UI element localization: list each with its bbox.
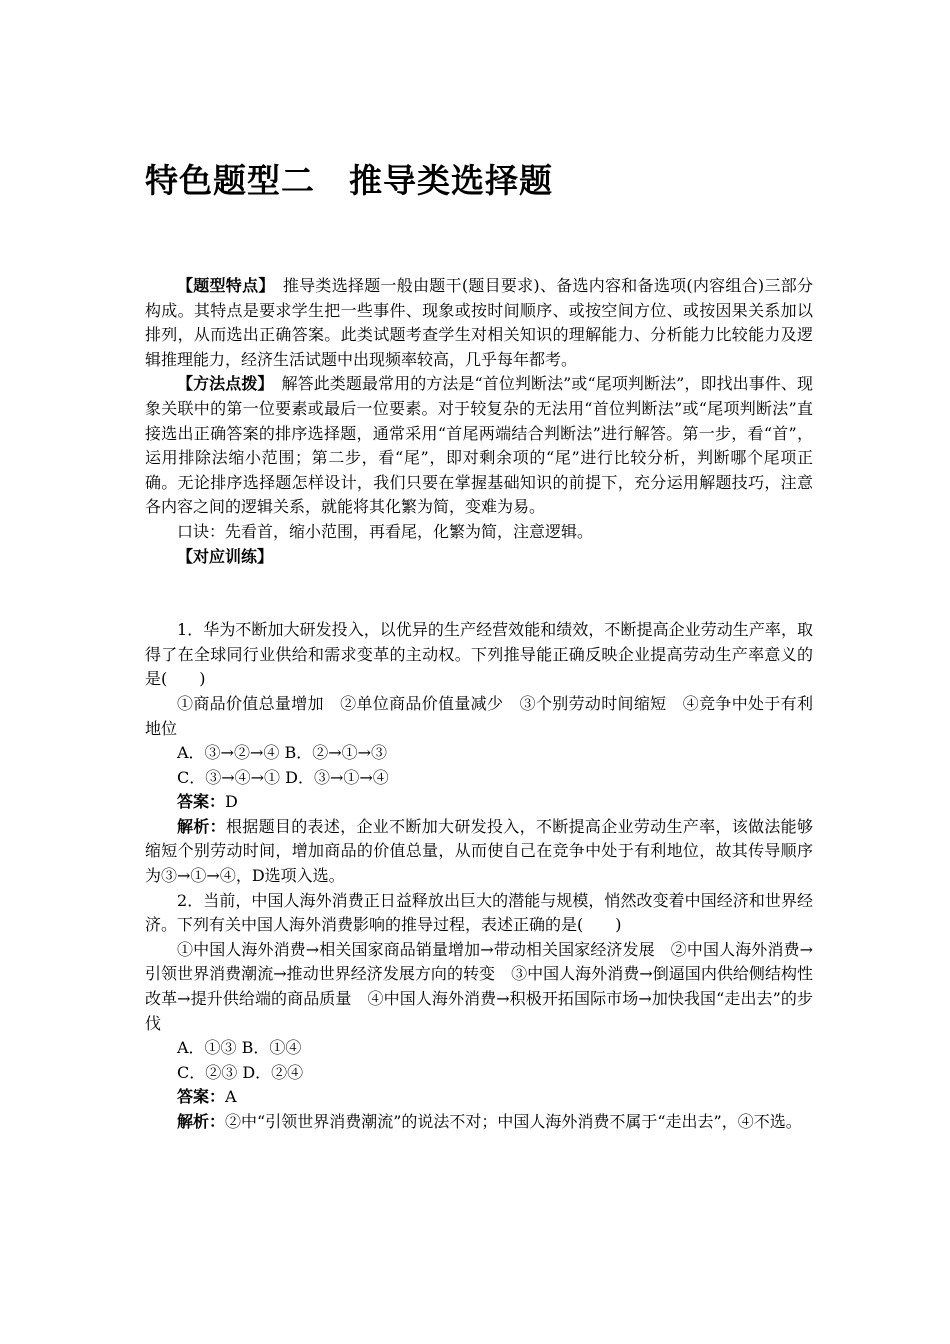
training-heading: 【对应训练】	[177, 546, 274, 566]
method-text: 解答此类题最常用的方法是“首位判断法”或“尾项判断法”，即找出事件、现象关联中的第一位要素或最后一位要素。对于较复杂的无法用“首位判断法”或“尾项判断法”直接选出正确答案的排序选择题，通常采用“首尾两端结合判断法”进行解答。第一步，看“首”，运用排除法缩小范围；第二步，看“尾”，即对剩余项的“尾”进行比较分析，判断哪个尾项正确。无论排序选择题怎样设计，我们只要在掌握基础知识的前提下，充分运用解题技巧，注意各内容之间的逻辑关系，就能将其化繁为简，变难为易。	[145, 374, 813, 517]
q1-analysis	[145, 815, 813, 889]
q2-items: ①中国人海外消费→相关国家商品销量增加→带动相关国家经济发展 ②中国人海外消费→引领世界消费潮流→推动世界经济发展方向的转变 ③中国人海外消费→倒逼国内供给侧结构性改革→提升供给端的商品质量 ④中国人海外消费→积极开拓国际市场→加快我国“走出去”的步伐	[145, 939, 813, 1033]
q1-options-row-1: A．③→②→④ B．②→①→③	[177, 743, 388, 763]
q2-options-row-1: A．①③ B．①④	[177, 1038, 302, 1058]
q2-answer-value: A	[225, 1087, 237, 1107]
q2-analysis-text: ②中“引领世界消费潮流”的说法不对；中国人海外消费不属于“走出去”，④不选。	[225, 1112, 802, 1131]
q2-analysis-label: 解析：	[177, 1112, 226, 1131]
method-label: 【方法点拨】	[177, 374, 266, 394]
feature-paragraph	[145, 274, 813, 372]
mnemonic-paragraph: 口诀：先看首，缩小范围，再看尾，化繁为简，注意逻辑。	[177, 521, 594, 541]
q2-analysis	[145, 1110, 813, 1135]
q2-options-row-2: C．②③ D．②④	[177, 1062, 304, 1082]
feature-label: 【题型特点】	[177, 276, 267, 295]
page-title: 特色题型二 推导类选择题	[145, 161, 553, 200]
feature-text: 推导类选择题一般由题干(题目要求)、备选内容和备选项(内容组合)三部分构成。其特点是要求学生把一些事件、现象或按时间顺序、或按空间方位、或按因果关系加以排列，从而选出正确答案。此类试题考查学生对相关知识的理解能力、分析能力比较能力及逻辑推理能力，经济生活试题中出现频率较高，几乎每年都考。	[145, 276, 813, 369]
q1-analysis-label: 解析：	[177, 816, 226, 836]
q1-items: ①商品价值总量增加 ②单位商品价值量减少 ③个别劳动时间缩短 ④竞争中处于有利地位	[145, 693, 813, 738]
q2-stem: 2．当前，中国人海外消费正日益释放出巨大的潜能与规模，悄然改变着中国经济和世界经济。下列有关中国人海外消费影响的推导过程，表述正确的是( )	[145, 890, 813, 935]
document-body	[145, 274, 813, 1135]
q1-options-row-2: C．③→④→① D．③→①→④	[177, 767, 389, 787]
q1-answer-value: D	[225, 792, 238, 812]
q1-analysis-text: 根据题目的表述，企业不断加大研发投入，不断提高企业劳动生产率，该做法能够缩短个别劳动时间，增加商品的价值总量，从而使自己在竞争中处于有利地位，故其传导顺序为③→①→④，D选项入选。	[145, 816, 813, 886]
q1-stem: 1．华为不断加大研发投入，以优异的生产经营效能和绩效，不断提高企业劳动生产率，取得了在全球同行业供给和需求变革的主动权。下列推导能正确反映企业提高劳动生产率意义的是( )	[145, 620, 813, 689]
q1-answer	[145, 790, 813, 815]
q1-answer-label: 答案：	[177, 792, 226, 812]
q2-answer-label: 答案：	[177, 1087, 226, 1107]
spacer	[145, 569, 813, 618]
method-paragraph	[145, 372, 813, 520]
q2-answer	[145, 1085, 813, 1110]
